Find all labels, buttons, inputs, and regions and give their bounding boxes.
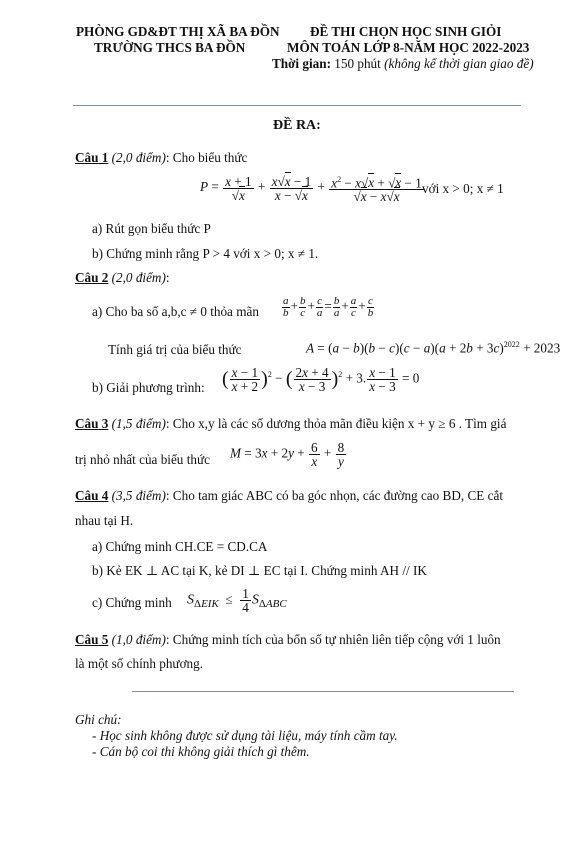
time-note: (không kể thời gian giao đề): [384, 56, 534, 71]
q2-equation: ( $\frac{x - 1}{x + 2}$ )$^2$ − ( $\frac{2x + 4}{x - 3}$ )$^2$ + 3. $\frac{x - 1}{x - 3}$ = 0: [222, 365, 420, 394]
q1-label: Câu 1: [75, 150, 109, 165]
q1-intro: : Cho biểu thức: [165, 150, 248, 165]
q4-label: Câu 4: [75, 488, 109, 503]
q5-text-1: : Chứng minh tích của bốn số tự nhiên liên tiếp cộng với 1 luôn: [165, 632, 501, 647]
footer-divider: [132, 691, 514, 692]
q2-part-a-compute: Tính giá trị của biểu thức: [108, 342, 242, 357]
q2-expression-A: $A = (a - b)(b - c)(c - a)(a + 2b + 3c)^{2022} + 2023$: [306, 340, 561, 356]
page-title: ĐỀ RA:: [273, 118, 321, 133]
q3-text-1: : Cho x,y là các số dương thỏa mãn điều kiện x + y ≥ 6 . Tìm giá: [165, 416, 507, 431]
q3-points: (1,5 điểm): [108, 416, 166, 431]
time-label: Thời gian:: [272, 56, 331, 71]
q2-part-a-prefix: a) Cho ba số a,b,c ≠ 0 thỏa mãn: [92, 304, 259, 319]
q3-label: Câu 3: [75, 416, 109, 431]
q1-points: (2,0 điểm): [108, 150, 166, 165]
q5-points: (1,0 điểm): [108, 632, 166, 647]
q5-line-1: [75, 632, 501, 648]
q3-line-2: trị nhỏ nhất của biểu thức: [75, 452, 210, 467]
q4-part-c-prefix: c) Chứng minh: [92, 595, 172, 610]
q3-expression-M: M = 3x + 2y + $\frac{6}{x}$ + $\frac{8}{y}$: [230, 440, 345, 469]
header-department: PHÒNG GD&ĐT THỊ XÃ BA ĐỒN: [76, 24, 280, 39]
notes-item-2: - Cán bộ coi thi không giải thích gì thêm.: [92, 744, 310, 759]
q2-label: Câu 2: [75, 270, 109, 285]
header-exam-title: ĐỀ THI CHỌN HỌC SINH GIỎI: [310, 24, 502, 39]
q5-label: Câu 5: [75, 632, 109, 647]
q5-line-2: là một số chính phương.: [75, 656, 204, 671]
q2-points: (2,0 điểm): [108, 270, 166, 285]
q1-condition: với x > 0; x ≠ 1: [422, 181, 504, 196]
q1-part-b: b) Chứng minh rằng P > 4 với x > 0; x ≠ 1.: [92, 246, 319, 261]
q1-part-a: a) Rút gọn biểu thức P: [92, 221, 211, 236]
header-divider: [73, 105, 521, 106]
q4-part-a: a) Chứng minh CH.CE = CD.CA: [92, 539, 268, 554]
q4-text-1: : Cho tam giác ABC có ba góc nhọn, các đường cao BD, CE cắt: [165, 488, 503, 503]
q2-intro: :: [165, 270, 170, 285]
q2-condition-equation: $\frac{a}{b}$ + $\frac{b}{c}$ + $\frac{c}{a}$ = $\frac{b}{a}$ + $\frac{a}{c}$ + $\frac{c}{b}$: [283, 295, 374, 319]
q3-line-1: [75, 416, 506, 432]
notes-title: Ghi chú:: [75, 712, 122, 727]
q2-part-b-prefix: b) Giải phương trình:: [92, 380, 205, 395]
header-subject: MÔN TOÁN LỚP 8-NĂM HỌC 2022-2023: [287, 40, 530, 55]
header-school: TRƯỜNG THCS BA ĐỒN: [94, 40, 246, 55]
q4-line-1: [75, 488, 503, 504]
q1-expression: P = $\frac{x + 1}{√x}$ + $\frac{x√x - 1}{x - √x}$ + $\frac{x^2 - x√x + √x - 1}{√x - x√x}$: [200, 173, 422, 205]
header-time: [272, 56, 534, 72]
q1-heading: [75, 150, 247, 166]
q2-heading: [75, 270, 170, 286]
q4-points: (3,5 điểm): [108, 488, 166, 503]
time-value: 150 phút: [330, 56, 385, 71]
q4-line-2: nhau tại H.: [75, 513, 134, 528]
notes-item-1: - Học sinh không được sử dụng tài liệu, máy tính cầm tay.: [92, 728, 398, 743]
q4-part-c-inequality: $S_{\Delta EIK}$ ≤ $\frac{1}{4}$ $S_{\Delta ABC}$: [187, 586, 287, 615]
q4-part-b: b) Kẻ EK ⊥ AC tại K, kẻ DI ⊥ EC tại I. Chứng minh AH // IK: [92, 563, 427, 578]
